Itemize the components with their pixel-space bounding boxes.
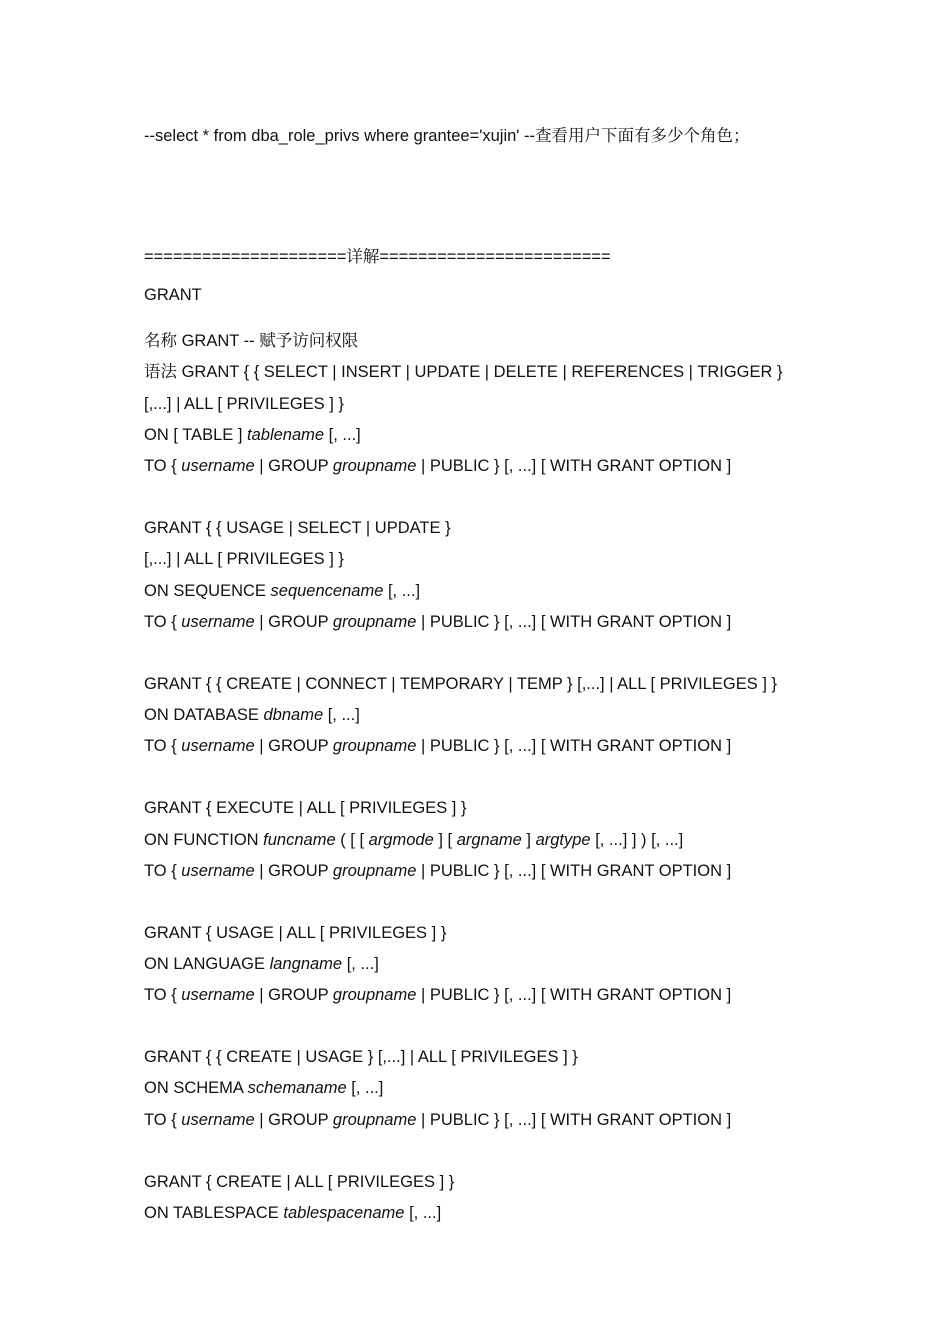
placeholder-term: langname xyxy=(269,955,343,973)
placeholder-term: tablespacename xyxy=(283,1204,405,1222)
text-segment: ( [ [ xyxy=(335,831,369,849)
placeholder-term: username xyxy=(181,457,255,475)
function-grant-line xyxy=(144,798,467,818)
text-segment: [, ...] xyxy=(324,426,361,444)
sql-comment-line xyxy=(144,126,750,146)
text-segment: ON LANGUAGE xyxy=(144,955,270,973)
placeholder-term: username xyxy=(181,613,255,631)
placeholder-term: groupname xyxy=(332,457,417,475)
section-heading xyxy=(144,285,202,305)
schema-grant-line xyxy=(144,1047,578,1067)
text-segment: | GROUP xyxy=(254,613,333,631)
text-segment: GRANT { { SELECT | INSERT | UPDATE | DELETE | REFERENCES | TRIGGER } xyxy=(177,363,783,381)
function-to-line xyxy=(144,861,731,881)
name-line xyxy=(144,331,358,351)
chinese-text: 语法 xyxy=(144,362,177,381)
text-segment: [,...] | ALL [ PRIVILEGES ] } xyxy=(144,395,344,413)
text-segment: --select * from dba_role_privs where grantee='xujin' -- xyxy=(144,127,536,145)
function-on-line xyxy=(144,830,683,850)
text-segment: [, ...] xyxy=(383,582,421,600)
text-segment: | PUBLIC } [, ...] [ WITH GRANT OPTION ] xyxy=(416,862,732,880)
text-segment: | PUBLIC } [, ...] [ WITH GRANT OPTION ] xyxy=(416,986,732,1004)
text-segment: TO { xyxy=(144,862,182,880)
text-segment: | GROUP xyxy=(254,986,333,1004)
text-segment: GRANT { { CREATE | USAGE } [,...] | ALL [ PRIVILEGES ] } xyxy=(144,1048,578,1066)
sequence-grant-line xyxy=(144,518,451,538)
text-segment: | PUBLIC } [, ...] [ WITH GRANT OPTION ] xyxy=(416,1111,732,1129)
text-segment: | GROUP xyxy=(254,1111,333,1129)
syntax-line xyxy=(144,362,783,382)
text-segment: GRANT xyxy=(144,286,202,304)
placeholder-term: funcname xyxy=(263,831,336,849)
text-segment: TO { xyxy=(144,457,182,475)
table-on-line xyxy=(144,425,361,445)
chinese-text: 查看用户下面有多少个角色； xyxy=(535,126,750,145)
placeholder-term: argmode xyxy=(368,831,434,849)
placeholder-term: argtype xyxy=(535,831,591,849)
chinese-text: 赋予访问权限 xyxy=(259,331,359,350)
text-segment: ON DATABASE xyxy=(144,706,264,724)
text-segment: | PUBLIC } [, ...] [ WITH GRANT OPTION ] xyxy=(416,613,732,631)
database-to-line xyxy=(144,736,731,756)
text-segment: GRANT { USAGE | ALL [ PRIVILEGES ] } xyxy=(144,924,447,942)
text-segment: GRANT { { USAGE | SELECT | UPDATE } xyxy=(144,519,451,537)
placeholder-term: groupname xyxy=(332,613,417,631)
placeholder-term: argname xyxy=(456,831,522,849)
sequence-privileges-line xyxy=(144,549,344,569)
text-segment: | GROUP xyxy=(254,737,333,755)
text-segment: [, ...] ] ) [, ...] xyxy=(590,831,684,849)
text-segment: [, ...] xyxy=(342,955,379,973)
text-segment: | PUBLIC } [, ...] [ WITH GRANT OPTION ] xyxy=(416,737,732,755)
text-segment: GRANT { { CREATE | CONNECT | TEMPORARY | TEMP } [,...] | ALL [ PRIVILEGES ] } xyxy=(144,675,778,693)
sequence-on-line xyxy=(144,581,420,601)
database-grant-line xyxy=(144,674,777,694)
text-segment: ===================== xyxy=(144,248,347,266)
sequence-to-line xyxy=(144,612,731,632)
tablespace-on-line xyxy=(144,1203,441,1223)
placeholder-term: username xyxy=(181,862,255,880)
chinese-text: 详解 xyxy=(346,247,380,266)
text-segment: [, ...] xyxy=(346,1079,384,1097)
placeholder-term: tablename xyxy=(247,426,325,444)
text-segment: [, ...] xyxy=(323,706,360,724)
text-segment: TO { xyxy=(144,986,182,1004)
table-to-line xyxy=(144,456,731,476)
text-segment: TO { xyxy=(144,737,182,755)
tablespace-grant-line xyxy=(144,1172,454,1192)
text-segment: | PUBLIC } [, ...] [ WITH GRANT OPTION ] xyxy=(416,457,732,475)
placeholder-term: username xyxy=(181,986,255,1004)
placeholder-term: username xyxy=(181,737,255,755)
chinese-text: 名称 xyxy=(144,331,177,350)
placeholder-term: username xyxy=(181,1111,255,1129)
text-segment: | GROUP xyxy=(254,457,333,475)
text-segment: [,...] | ALL [ PRIVILEGES ] } xyxy=(144,550,344,568)
placeholder-term: dbname xyxy=(263,706,324,724)
placeholder-term: groupname xyxy=(332,986,417,1004)
text-segment: TO { xyxy=(144,613,182,631)
schema-on-line xyxy=(144,1078,383,1098)
table-privileges-line xyxy=(144,394,344,414)
text-segment: ON [ TABLE ] xyxy=(144,426,248,444)
text-segment: [, ...] xyxy=(404,1204,442,1222)
text-segment: GRANT -- xyxy=(177,332,260,350)
text-segment: ON SCHEMA xyxy=(144,1079,248,1097)
text-segment: ON TABLESPACE xyxy=(144,1204,284,1222)
text-segment: ] [ xyxy=(433,831,457,849)
text-segment: | GROUP xyxy=(254,862,333,880)
text-segment: GRANT { CREATE | ALL [ PRIVILEGES ] } xyxy=(144,1173,455,1191)
placeholder-term: groupname xyxy=(332,737,417,755)
text-segment: ON FUNCTION xyxy=(144,831,264,849)
language-grant-line xyxy=(144,923,446,943)
text-segment: ======================== xyxy=(379,248,611,266)
section-separator xyxy=(144,247,611,267)
language-to-line xyxy=(144,985,731,1005)
language-on-line xyxy=(144,954,379,974)
schema-to-line xyxy=(144,1110,731,1130)
placeholder-term: schemaname xyxy=(247,1079,347,1097)
placeholder-term: groupname xyxy=(332,1111,417,1129)
text-segment: ] xyxy=(521,831,536,849)
database-on-line xyxy=(144,705,360,725)
text-segment: GRANT { EXECUTE | ALL [ PRIVILEGES ] } xyxy=(144,799,467,817)
text-segment: ON SEQUENCE xyxy=(144,582,271,600)
placeholder-term: sequencename xyxy=(270,582,384,600)
text-segment: TO { xyxy=(144,1111,182,1129)
placeholder-term: groupname xyxy=(332,862,417,880)
